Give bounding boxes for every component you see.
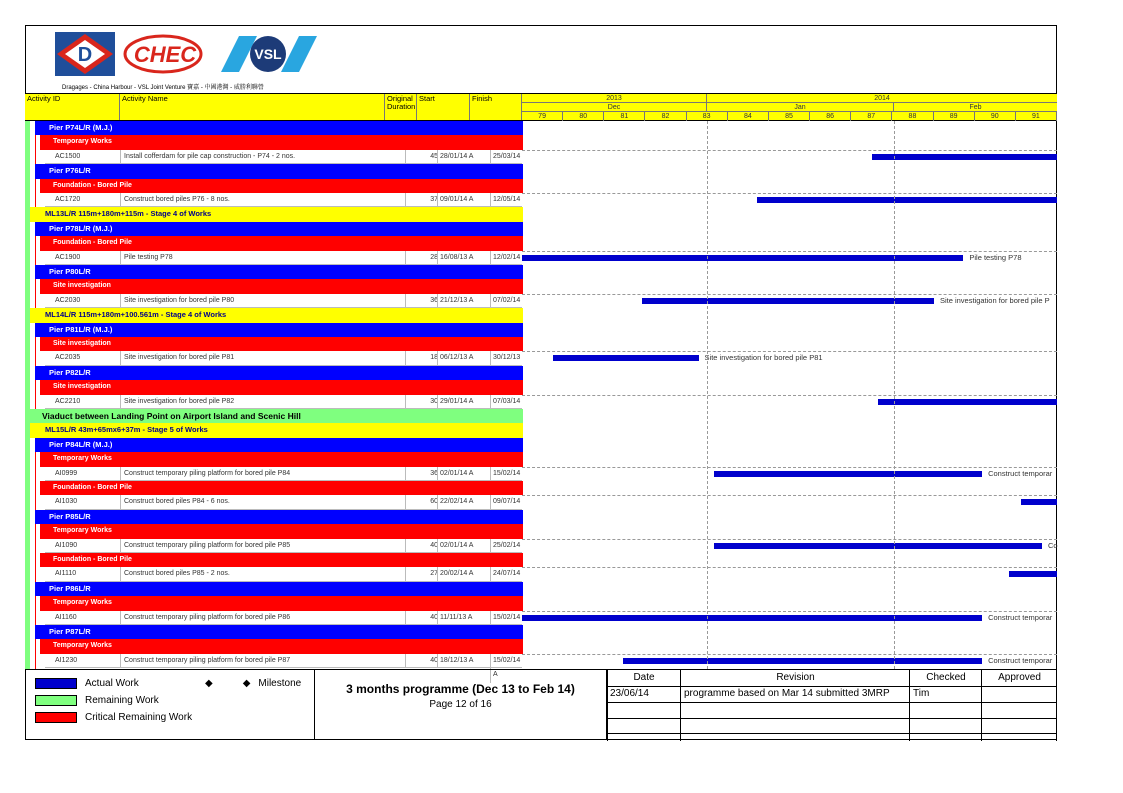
wbs-edge (522, 582, 523, 596)
legend-actual (35, 678, 139, 689)
rev-header-checked: Checked (926, 672, 966, 683)
wbs-row: Temporary Works (40, 596, 522, 610)
month-dec: Dec (522, 103, 707, 112)
activity-start: 22/02/14 A (437, 495, 493, 509)
rev-header-date: Date (633, 672, 655, 683)
activity-dur: 36 (405, 467, 438, 481)
activity-dur: 18 (405, 351, 438, 365)
activity-name: Construct bored piles P85 - 2 nos. (120, 567, 389, 581)
activity-start: 28/01/14 A (437, 150, 493, 164)
wbs-edge (522, 222, 523, 236)
logo-hec-text: CHEC (133, 42, 197, 67)
activity-dur: 37 (405, 193, 438, 207)
actual-work-bar (1021, 499, 1057, 505)
activity-id: AC2035 (55, 354, 81, 362)
activity-id: AI0999 (55, 469, 78, 477)
legend-actual-label: Actual Work (85, 678, 139, 689)
wbs-row: Pier P87L/R (35, 625, 522, 639)
activity-id: AI1230 (55, 656, 78, 664)
week-91: 91 (1016, 112, 1057, 121)
actual-work-bar (1009, 571, 1057, 577)
row-gridline (522, 654, 1057, 655)
activity-row (45, 467, 522, 481)
row-gridline (522, 539, 1057, 540)
actual-work-bar (553, 355, 699, 361)
activity-dur: 45 (405, 150, 438, 164)
wbs-row: Pier P86L/R (35, 582, 522, 596)
month-gridline (894, 121, 895, 669)
month-feb: Feb (969, 104, 982, 111)
wbs-edge (522, 207, 523, 221)
wbs-edge (522, 639, 523, 653)
logo-strip (55, 30, 321, 78)
wbs-edge (522, 236, 523, 250)
actual-work-bar (522, 255, 963, 261)
activity-start: 20/02/14 A (437, 567, 493, 581)
critical-swatch (35, 712, 77, 723)
row-gridline (522, 567, 1057, 568)
page-number: Page 12 of 16 (429, 699, 492, 710)
bar-label: Site investigation for bored pile P (939, 295, 1050, 305)
wbs-row: Pier P82L/R (35, 366, 522, 380)
week-85: 85 (769, 112, 810, 121)
activity-finish: 12/02/14 (490, 251, 525, 280)
timeline-years (522, 94, 1057, 103)
actual-swatch (35, 678, 77, 689)
wbs-edge (522, 438, 523, 452)
vsl-logo (211, 32, 321, 76)
week-90: 90 (975, 112, 1016, 121)
rev-line-3 (607, 718, 1057, 719)
week-82: 82 (645, 112, 686, 121)
wbs-row: Foundation - Bored Pile (40, 236, 522, 250)
col-finish: Finish (470, 94, 522, 120)
activity-finish: 07/03/14 (490, 395, 525, 424)
dragages-logo (55, 32, 115, 76)
actual-work-bar (757, 197, 1057, 203)
bar-label: Construct temporar (988, 655, 1053, 665)
wbs-edge (522, 179, 523, 193)
rev-header-revision: Revision (776, 672, 815, 683)
row-gridline (522, 150, 1057, 151)
activity-name: Site investigation for bored pile P82 (120, 395, 389, 409)
wbs-edge (522, 553, 523, 567)
activity-name: Site investigation for bored pile P80 (120, 294, 389, 308)
row-gridline (522, 251, 1057, 252)
row-gridline (522, 467, 1057, 468)
activity-id: AC1500 (55, 152, 81, 160)
activity-finish: 09/07/14 (490, 495, 525, 509)
row-gridline (522, 611, 1057, 612)
wbs-row: Pier P74L/R (M.J.) (35, 121, 522, 135)
rev-line-2 (607, 702, 1057, 703)
activity-finish: 15/02/14 (490, 467, 525, 496)
wbs-row: ML13L/R 115m+180m+115m - Stage 4 of Works (30, 207, 522, 221)
wbs-edge (522, 121, 523, 135)
activity-name: Construct temporary piling platform for bored pile P84 (120, 467, 389, 481)
activity-finish: 15/02/14 A (490, 654, 525, 683)
col-duration: Original Duration (385, 94, 417, 120)
actual-work-bar (642, 298, 934, 304)
rev-date: 23/06/14 (610, 688, 649, 699)
row-gridline (522, 351, 1057, 352)
activity-id: AI1110 (55, 570, 77, 578)
activity-row (45, 495, 522, 509)
wbs-row: Pier P81L/R (M.J.) (35, 323, 522, 337)
activity-name: Pile testing P78 (120, 251, 389, 265)
activity-start: 02/01/14 A (437, 539, 493, 553)
col-activity-name: Activity Name (120, 94, 385, 120)
wbs-row: Site investigation (40, 337, 522, 351)
wbs-row: Pier P80L/R (35, 265, 522, 279)
activity-start: 09/01/14 A (437, 193, 493, 207)
activity-row (45, 567, 522, 581)
wbs-row: ML15L/R 43m+65mx6+37m - Stage 5 of Works (30, 423, 522, 437)
wbs-row: Temporary Works (40, 452, 522, 466)
wbs-row: Foundation - Bored Pile (40, 179, 522, 193)
rev-header-approved: Approved (998, 672, 1041, 683)
activity-finish: 30/12/13 (490, 351, 525, 380)
milestone-icon: ◆ (205, 678, 213, 689)
wbs-row: Viaduct between Landing Point on Airport Island and Scenic Hill (30, 409, 522, 423)
gantt-chart (522, 121, 1057, 669)
activity-finish: 25/02/14 (490, 539, 525, 568)
activity-start: 11/11/13 A (437, 611, 493, 625)
actual-work-bar (714, 543, 1042, 549)
wbs-edge (522, 135, 523, 149)
wbs-edge (522, 481, 523, 495)
logo-vsl-text: VSL (254, 46, 282, 62)
actual-work-bar (623, 658, 983, 664)
title-box (315, 669, 607, 740)
wbs-edge (522, 337, 523, 351)
week-84: 84 (728, 112, 769, 121)
week-86: 86 (810, 112, 851, 121)
activity-finish: 15/02/14 (490, 611, 525, 640)
legend-remaining (35, 695, 159, 706)
legend-critical-label: Critical Remaining Work (85, 712, 193, 723)
actual-work-bar (878, 399, 1057, 405)
wbs-edge (522, 423, 523, 437)
week-88: 88 (892, 112, 933, 121)
activity-name: Construct bored piles P84 - 6 nos. (120, 495, 389, 509)
activity-dur: 40 (405, 539, 438, 553)
wbs-row: Foundation - Bored Pile (40, 481, 522, 495)
row-gridline (522, 395, 1057, 396)
legend (25, 669, 315, 740)
bar-label: Construct temporar (988, 468, 1053, 478)
actual-work-bar (872, 154, 1057, 160)
wbs-row: Pier P78L/R (M.J.) (35, 222, 522, 236)
wbs-edge (522, 323, 523, 337)
activity-dur: 36 (405, 294, 438, 308)
activity-dur: 30 (405, 395, 438, 409)
bar-label: Site investigation for bored pile P81 (704, 353, 823, 363)
activity-start: 18/12/13 A (437, 654, 493, 668)
year-2014: 2014 (874, 95, 890, 102)
column-header (25, 93, 522, 121)
row-gridline (522, 495, 1057, 496)
month-jan: Jan (707, 103, 894, 112)
activity-dur: 40 (405, 654, 438, 668)
activity-finish: 12/05/14 (490, 193, 525, 207)
activity-dur: 27 (405, 567, 438, 581)
wbs-edge (522, 596, 523, 610)
wbs-edge (522, 265, 523, 279)
activity-id: AI1160 (55, 613, 77, 621)
timeline-months (522, 103, 1057, 112)
rev-checked-by: Tim (913, 688, 930, 699)
wbs-row: Temporary Works (40, 524, 522, 538)
activity-name: Construct temporary piling platform for bored pile P87 (120, 654, 389, 668)
activity-id: AI1090 (55, 541, 78, 549)
activity-finish: 24/07/14 (490, 567, 525, 581)
activity-row (45, 654, 522, 679)
activity-row (45, 251, 522, 265)
activity-name: Site investigation for bored pile P81 (120, 351, 389, 365)
activity-id: AI1030 (55, 498, 78, 506)
activity-name: Construct temporary piling platform for bored pile P86 (120, 611, 389, 625)
activity-start: 02/01/14 A (437, 467, 493, 481)
rev-line-1 (607, 686, 1057, 687)
wbs-edge (522, 279, 523, 293)
wbs-edge (522, 524, 523, 538)
row-gridline (522, 294, 1057, 295)
wbs-edge (522, 409, 523, 423)
week-89: 89 (934, 112, 975, 121)
rev-line-4 (607, 733, 1057, 734)
wbs-edge (522, 452, 523, 466)
activity-row (45, 611, 522, 625)
legend-milestone-label: Milestone (258, 678, 302, 689)
bar-label: Pile testing P78 (969, 252, 1022, 262)
legend-remaining-label: Remaining Work (85, 695, 159, 706)
rev-text: programme based on Mar 14 submitted 3MRP (684, 688, 890, 699)
bar-label: Construct temporar (988, 612, 1053, 622)
actual-work-bar (714, 471, 983, 477)
wbs-row: Foundation - Bored Pile (40, 553, 522, 567)
wbs-edge (522, 164, 523, 178)
wbs-row: Temporary Works (40, 639, 522, 653)
wbs-row: Pier P76L/R (35, 164, 522, 178)
activity-dur: 40 (405, 611, 438, 625)
wbs-row: Temporary Works (40, 135, 522, 149)
company-line: Dragages - China Harbour - VSL Joint Venture 寶嘉 - 中國港灣 - 威勝利聯營 (62, 85, 264, 91)
wbs-row: Pier P85L/R (35, 510, 522, 524)
activity-finish: 25/03/14 (490, 150, 525, 179)
activity-name: Construct temporary piling platform for bored pile P85 (120, 539, 389, 553)
legend-critical (35, 712, 192, 723)
wbs-row: Site investigation (40, 279, 522, 293)
chec-logo (123, 32, 203, 76)
col-activity-id: Activity ID (25, 94, 120, 120)
wbs-edge (522, 308, 523, 322)
wbs-edge (522, 380, 523, 394)
activity-dur: 60 (405, 495, 438, 509)
activity-id: AC1900 (55, 253, 81, 261)
year-2013: 2013 (522, 94, 707, 103)
row-gridline (522, 193, 1057, 194)
revision-table (607, 669, 1057, 741)
activity-row (45, 395, 522, 409)
activity-dur: 28 (405, 251, 438, 265)
wbs-row: Pier P84L/R (M.J.) (35, 438, 522, 452)
week-79: 79 (522, 112, 563, 121)
wbs-edge (522, 625, 523, 639)
activity-start: 21/12/13 A (437, 294, 493, 308)
activity-row (45, 294, 522, 308)
actual-work-bar (522, 615, 982, 621)
timeline-weeks (522, 112, 1057, 121)
programme-title: 3 months programme (Dec 13 to Feb 14) (346, 682, 575, 696)
activity-id: AC1720 (55, 196, 81, 203)
activity-id: AC2210 (55, 397, 81, 405)
activity-row (45, 539, 522, 553)
milestone-icon-2: ◆ (242, 678, 251, 689)
activity-start: 16/08/13 A (437, 251, 493, 265)
activity-name: Install cofferdam for pile cap construction - P74 - 2 nos. (120, 150, 389, 164)
activity-row (45, 150, 522, 164)
month-gridline (707, 121, 708, 669)
remaining-swatch (35, 695, 77, 706)
wbs-row: Site investigation (40, 380, 522, 394)
week-83: 83 (687, 112, 728, 121)
activity-finish: 07/02/14 (490, 294, 525, 323)
bar-label: Co (1048, 540, 1058, 550)
col-start: Start (417, 94, 470, 120)
week-87: 87 (851, 112, 892, 121)
activity-id: AC2030 (55, 296, 81, 304)
wbs-edge (522, 510, 523, 524)
activity-start: 29/01/14 A (437, 395, 493, 409)
week-80: 80 (563, 112, 604, 121)
wbs-edge (522, 366, 523, 380)
timeline-header (522, 93, 1057, 121)
activity-row (45, 351, 522, 365)
logo-d-text: D (77, 44, 93, 66)
wbs-row: ML14L/R 115m+180m+100.561m - Stage 4 of Works (30, 308, 522, 322)
activity-start: 06/12/13 A (437, 351, 493, 365)
legend-milestone (205, 678, 301, 689)
activity-row (45, 193, 522, 207)
week-81: 81 (604, 112, 645, 121)
activity-name: Construct bored piles P76 - 8 nos. (120, 193, 389, 207)
